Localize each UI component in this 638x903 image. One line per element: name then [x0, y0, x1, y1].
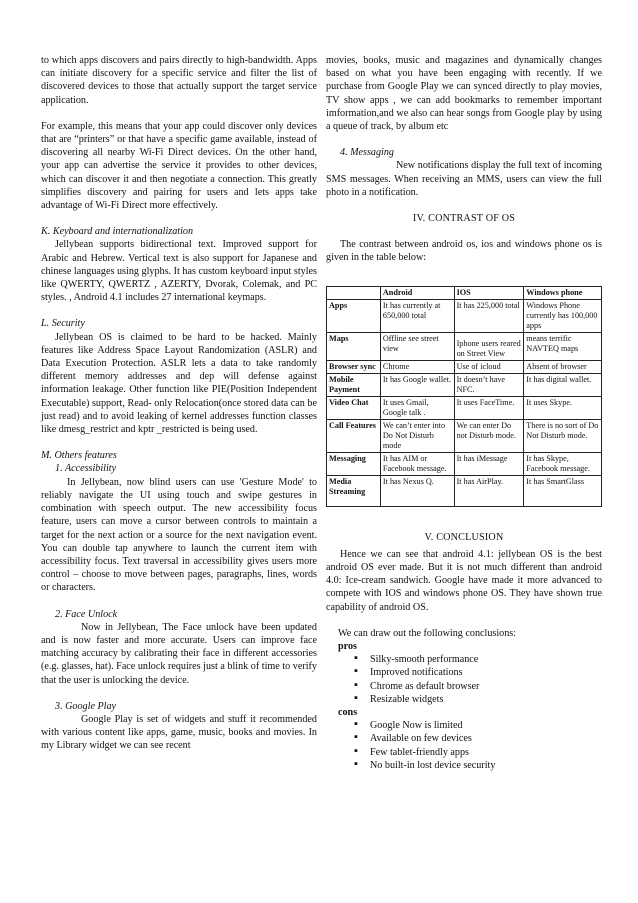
table-cell: It has Nexus Q.	[380, 475, 454, 506]
table-row-label: Mobile Payment	[327, 373, 381, 396]
table-cell: It uses FaceTime.	[454, 396, 524, 419]
table-header-row	[327, 286, 602, 299]
table-row	[327, 419, 602, 452]
table-cell: means terrific NAVTEQ maps	[524, 332, 602, 360]
table-row-label: Maps	[327, 332, 381, 360]
section-m-heading: M. Others features	[41, 450, 117, 462]
conclusions-intro: We can draw out the following conclusions:	[338, 627, 517, 639]
paragraph-google-play-continued: movies, books, music and magazines and dynamically changes based on what you have been engaging with recently. If we purchase from Google Play we can synced directly to play movies, TV show apps , we can add bookmarks to remember important imformation,and we also can hear songs from Google play by using a queue of track, by album etc	[326, 55, 602, 133]
section-l-body: Jellybean OS is claimed to be hard to be hacked. Mainly features like Address Space Layout Randomization (ASLR) and Data Execution Protection. ASLR lets a data to take randomly different memory addresses and dep will defense against information leakage. Other function like PIE(Position Independent Executable) support, Read- only Relocation(once stored data can be just read) and to avoid leaking of kernel addresses function classes like dmesg_restrict and kptr _restricted is being used.	[41, 331, 317, 436]
table-cell: It doesn’t have NFC.	[454, 373, 524, 396]
table-cell: Iphone users reared on Street View	[454, 332, 524, 360]
section-l-heading: L. Security	[41, 318, 85, 330]
table-header-cell: IOS	[454, 286, 524, 299]
table-cell: It has digital wallet.	[524, 373, 602, 396]
subsection-google-play-body: Google Play is set of widgets and stuff it recommended with various content like apps, game, music, books and movies. In my Library widget we can see recent	[41, 713, 317, 752]
paragraph-wifi-direct-example: For example, this means that your app could discover only devices that are “printers” or that have a specific game available, instead of discovering all nearby Wi-Fi Direct devices. On the other hand, your app can advertise the service it provides to other devices, which can discover it and then negotiate a connection. This greatly simplifies discovery and pairing for users and lets apps take advantage of Wi-Fi Direct more effectively.	[41, 120, 317, 212]
cons-list	[326, 719, 602, 772]
right-column	[326, 54, 602, 772]
table-cell: We can enter Do not Disturb mode.	[454, 419, 524, 452]
table-cell: We can’t enter into Do Not Disturb mode	[380, 419, 454, 452]
section-v-body: Hence we can see that android 4.1: jellybean OS is the best android OS ever made. But it is not much different than android 4.0: Ice-cream sandwich. Google have made it more advanced to compete with IOS and windows phone OS. They have shown true capability of android OS.	[326, 548, 602, 613]
table-cell: Use of icloud	[454, 360, 524, 373]
table-cell: It has currently at 650,000 total	[380, 299, 454, 332]
list-item: ▪ Silky-smooth performance	[354, 653, 602, 666]
table-row-label: Call Features	[327, 419, 381, 452]
table-header-cell	[327, 286, 381, 299]
os-contrast-table	[326, 286, 602, 507]
table-cell: It has iMessage	[454, 452, 524, 475]
table-row-label: Browser sync	[327, 360, 381, 373]
table-cell: It uses Gmail, Google talk .	[380, 396, 454, 419]
list-item: ▪ Google Now is limited	[354, 719, 602, 732]
table-header-cell: Windows phone	[524, 286, 602, 299]
list-item: ▪ Few tablet-friendly apps	[354, 746, 602, 759]
list-item: ▪ Chrome as default browser	[354, 680, 602, 693]
table-cell: It has SmartGlass	[524, 475, 602, 506]
table-cell: It has AirPlay.	[454, 475, 524, 506]
list-item: ▪ No built-in lost device security	[354, 759, 602, 772]
table-row	[327, 396, 602, 419]
table-row	[327, 360, 602, 373]
table-row-label: Apps	[327, 299, 381, 332]
table-cell: It has Skype, Facebook message.	[524, 452, 602, 475]
list-item: ▪ Resizable widgets	[354, 693, 602, 706]
table-row	[327, 299, 602, 332]
table-cell: There is no sort of Do Not Disturb mode.	[524, 419, 602, 452]
section-v-heading: V. CONCLUSION	[424, 531, 504, 543]
paragraph-wifi-direct-intro: to which apps discovers and pairs directly to high-bandwidth. Apps can initiate discovery for a specific service and filter the list of discovered devices to those that actually support the target service application.	[41, 55, 317, 106]
left-column	[41, 54, 317, 753]
table-cell: It has AIM or Facebook message.	[380, 452, 454, 475]
section-k-heading: K. Keyboard and internationalization	[41, 226, 194, 238]
table-header-cell: Android	[380, 286, 454, 299]
table-row	[327, 332, 602, 360]
subsection-accessibility-body: In Jellybean, now blind users can use 'Gesture Mode' to reliably navigate the UI using touch and swipe gestures in combination with speech output. The new accessibility focus feature, users can move a cursor between controls to maintain a target for the next action or a source for the next navigation event. You can double tap anywhere to launch the current item with accessibility focus. Text traversal in accessibility gives users more control – choose to move between pages, paragraphs, lines, words or characters.	[41, 476, 317, 594]
subsection-face-unlock-heading: 2. Face Unlock	[55, 608, 118, 620]
subsection-google-play-heading: 3. Google Play	[55, 700, 117, 712]
table-row-label: Media Streaming	[327, 475, 381, 506]
table-cell: It uses Skype.	[524, 396, 602, 419]
pros-list	[326, 653, 602, 706]
table-cell: Offline see street view	[380, 332, 454, 360]
section-k-body: Jellybean supports bidirectional text. Improved support for Arabic and Hebrew. Vertical text is also support for Japanese and chinese languages using glyphs. It has custom keyboard input styles like QWERTY, QWERTZ , AZERTY, Dvorak, Colemak, and PC styles. , Android 4.1 includes 27 international keymaps.	[41, 239, 317, 304]
table-row	[327, 475, 602, 506]
subsection-messaging-body: New notifications display the full text of incoming SMS messages. When receiving an MMS, users can view the full photo in a notification.	[326, 160, 602, 198]
list-item: ▪ Improved notifications	[354, 666, 602, 679]
table-row	[327, 373, 602, 396]
subsection-messaging-heading: 4. Messaging	[340, 147, 394, 159]
table-cell: Chrome	[380, 360, 454, 373]
table-cell: Absent of browser	[524, 360, 602, 373]
table-cell: Windows Phone currently has 100,000 apps	[524, 299, 602, 332]
list-item: ▪ Available on few devices	[354, 732, 602, 745]
section-iv-heading: IV. CONTRAST OF OS	[412, 213, 516, 225]
section-iv-body: The contrast between android os, ios and windows phone os is given in the table below:	[326, 239, 602, 264]
table-cell: It has 225,000 total	[454, 299, 524, 332]
table-row-label: Video Chat	[327, 396, 381, 419]
cons-label: cons	[338, 707, 358, 719]
pros-label: pros	[338, 641, 357, 653]
table-cell: It has Google wallet.	[380, 373, 454, 396]
table-row	[327, 452, 602, 475]
table-row-label: Messaging	[327, 452, 381, 475]
subsection-face-unlock-body: Now in Jellybean, The Face unlock have been updated and is now faster and more accurate. Users can improve face matching accuracy by calibrating their face in different accessories (e.g. glasses, hat). Face unlock requires just a blink of time to verify that the user is unlocking the device.	[41, 621, 317, 686]
subsection-accessibility-heading: 1. Accessibility	[55, 463, 117, 475]
